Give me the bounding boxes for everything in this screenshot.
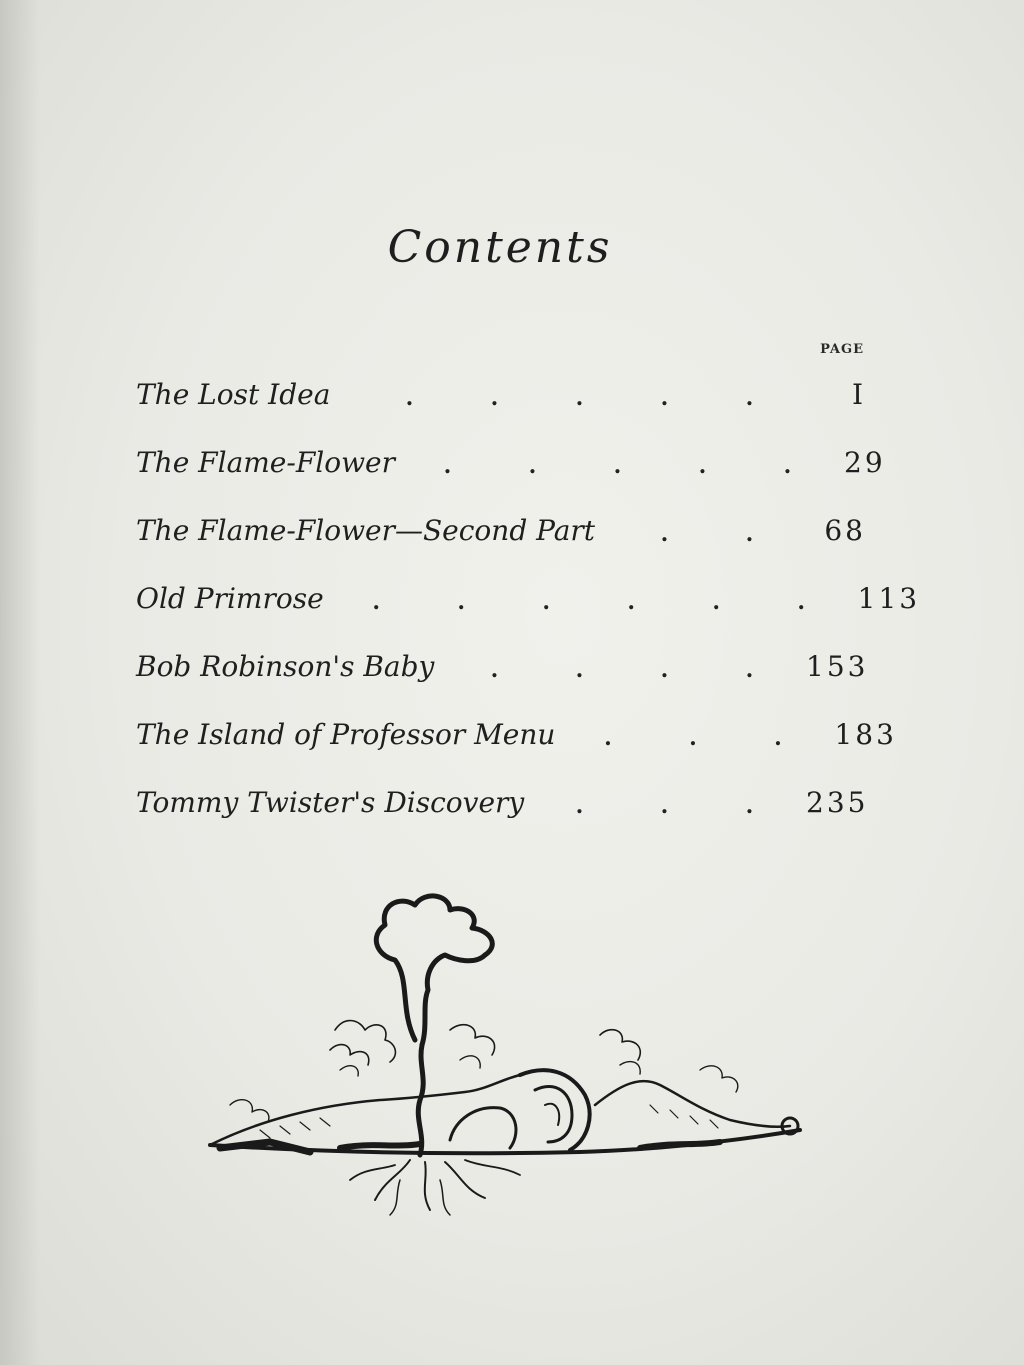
toc-entry-page: 29	[844, 445, 886, 479]
page-title: Contents	[387, 222, 613, 273]
table-of-contents	[136, 360, 921, 836]
toc-entry-title: The Lost Idea	[136, 377, 331, 411]
toc-entry	[136, 360, 866, 428]
toc-entry-title: Bob Robinson's Baby	[136, 649, 435, 683]
toc-entry-title: The Flame-Flower—Second Part	[136, 513, 596, 547]
toc-entry-title: Old Primrose	[136, 581, 324, 615]
toc-entry-page: I	[851, 377, 866, 411]
dot-leader: . . . . . .	[372, 589, 805, 615]
dot-leader: . . . . .	[443, 453, 792, 479]
toc-entry	[136, 768, 869, 836]
volcano-vignette-icon	[200, 880, 820, 1220]
dot-leader: . . . .	[490, 657, 754, 683]
toc-entry-page: 153	[806, 649, 869, 683]
toc-entry	[136, 428, 886, 496]
toc-entry	[136, 700, 897, 768]
toc-entry-title: The Flame-Flower	[136, 445, 395, 479]
toc-entry-title: Tommy Twister's Discovery	[136, 785, 525, 819]
toc-entry-page: 68	[824, 513, 866, 547]
dot-leader: . . .	[575, 793, 754, 819]
toc-entry-page: 113	[857, 581, 921, 615]
toc-entry	[136, 496, 866, 564]
toc-entry-page: 235	[806, 785, 869, 819]
dot-leader: . . .	[604, 725, 782, 751]
toc-entry-page: 183	[834, 717, 897, 751]
dot-leader: . .	[660, 521, 754, 547]
toc-entry	[136, 632, 869, 700]
toc-entry	[136, 564, 921, 632]
gutter-shadow	[0, 0, 40, 1365]
dot-leader: . . . . .	[405, 385, 754, 411]
page-column-heading: PAGE	[820, 342, 864, 357]
toc-entry-title: The Island of Professor Menu	[136, 717, 556, 751]
